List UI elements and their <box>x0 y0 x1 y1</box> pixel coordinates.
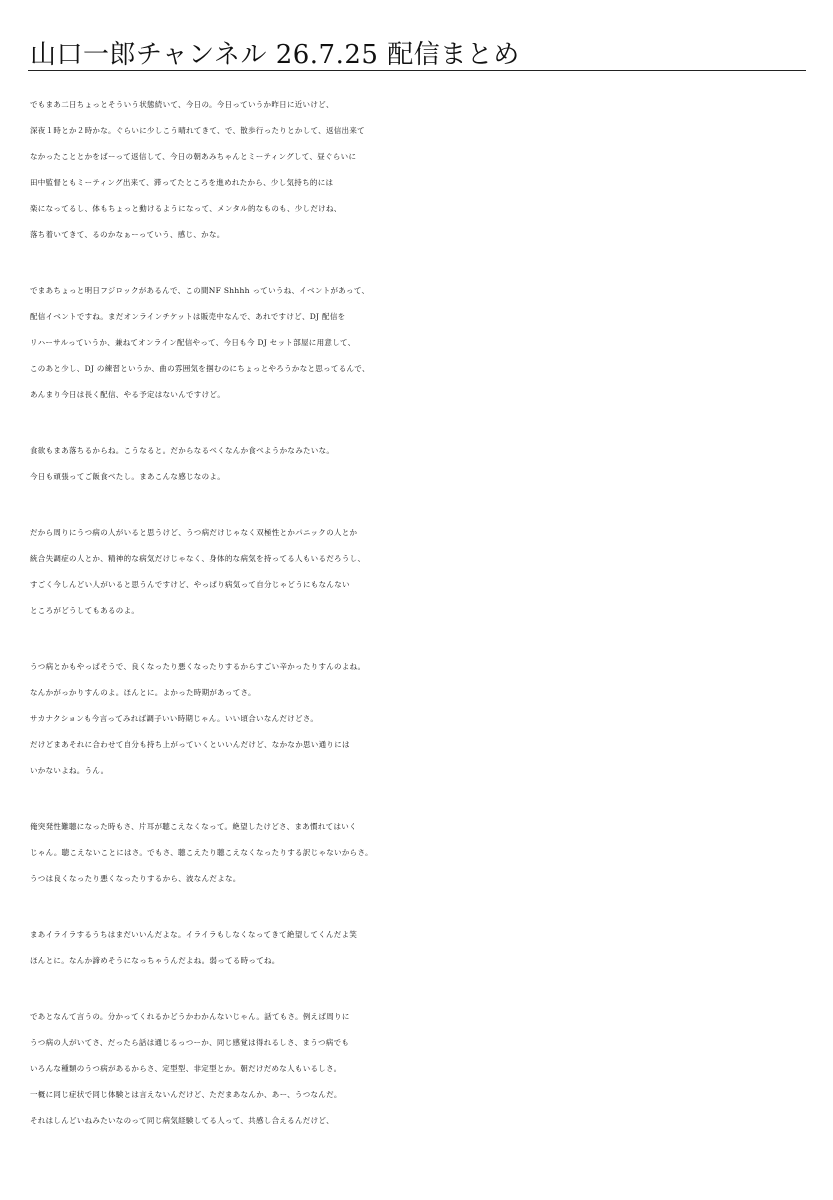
text-line: だけどまあそれに合わせて自分も持ち上がっていくといいんだけど、なかなか思い通りには <box>30 740 350 749</box>
document-title: 山口一郎チャンネル 26.7.25 配信まとめ <box>30 40 520 70</box>
text-line: 統合失調症の人とか、精神的な病気だけじゃなく、身体的な病気を持ってる人もいるだろうし、 <box>30 554 366 563</box>
paragraph <box>30 92 830 248</box>
paragraph <box>30 520 830 624</box>
text-line: いかないよね。うん。 <box>30 766 109 775</box>
text-line: リハーサルっていうか、兼ねてオンライン配信やって、今日も今 DJ セット部屋に用意して、 <box>30 338 356 347</box>
paragraph <box>30 1004 830 1134</box>
text-line: うつ病の人がいてさ、だったら話は通じるっつーか、同じ感覚は得れるしさ、まうつ病でも <box>30 1038 350 1047</box>
text-line: なんかがっかりすんのよ。ほんとに。よかった時期があってさ。 <box>30 688 256 697</box>
text-line: なかったこととかをばーって返信して、今日の朝あみちゃんとミーティングして、昼ぐらいに <box>30 152 357 161</box>
text-line: 俺突発性難聴になった時もさ、片耳が聴こえなくなって。絶望したけどさ、まあ慣れてはいく <box>30 822 357 831</box>
text-line: あんまり今日は長く配信、やる予定はないんですけど。 <box>30 390 225 399</box>
text-line: まあイライラするうちはまだいいんだよな。イライラもしなくなってきて絶望してくんだよ笑 <box>30 930 358 939</box>
text-line: でまあちょっと明日フジロックがあるんで、この間NF Shhhh っていうね、イベントがあって、 <box>30 286 370 295</box>
paragraph <box>30 438 830 490</box>
text-line: 田中監督ともミーティング出来て、滞ってたところを進めれたから、少し気持ち的には <box>30 178 334 187</box>
text-line: 楽になってるし、体もちょっと動けるようになって、メンタル的なものも、少しだけね、 <box>30 204 342 213</box>
text-line: うつは良くなったり悪くなったりするから、波なんだよな。 <box>30 874 241 883</box>
text-line: だから周りにうつ病の人がいると思うけど、うつ病だけじゃなく双極性とかパニックの人とか <box>30 528 358 537</box>
text-line: 配信イベントですね。まだオンラインチケットは販売中なんで、あれですけど、DJ 配信を <box>30 312 346 321</box>
text-line: 深夜１時とか２時かな。ぐらいに少しこう晴れてきて、で、散歩行ったりとかして、返信出来て <box>30 126 365 135</box>
text-line: それはしんどいねみたいなのって同じ病気経験してる人って、共感し合えるんだけど、 <box>30 1116 334 1125</box>
text-line: じゃん。聴こえないことにはさ。でもさ、聴こえたり聴こえなくなったりする訳じゃないからさ。 <box>30 848 373 857</box>
text-line: 今日も頑張ってご飯食べたし。まあこんな感じなのよ。 <box>30 472 225 481</box>
text-line: うつ病とかもやっぱそうで、良くなったり悪くなったりするからすごい辛かったりすんのよね。 <box>30 662 366 671</box>
text-line: ほんとに。なんか諦めそうになっちゃうんだよね。弱ってる時ってね。 <box>30 956 280 965</box>
text-line: いろんな種類のうつ病があるからさ、定型型、非定型とか。朝だけだめな人もいるしさ。 <box>30 1064 342 1073</box>
text-line: すごく今しんどい人がいると思うんですけど、やっぱり病気って自分じゃどうにもなんない <box>30 580 350 589</box>
paragraph <box>30 922 830 974</box>
text-line: 食欲もまあ落ちるからね。こうなると。だからなるべくなんか食べようかなみたいな。 <box>30 446 335 455</box>
title-underline <box>28 70 806 71</box>
text-line: このあと少し、DJ の練習というか、曲の雰囲気を掴むのにちょっとやろうかなと思ってるんで、 <box>30 364 370 373</box>
text-line: ところがどうしてもあるのよ。 <box>30 606 140 615</box>
text-line: 一概に同じ症状で同じ体験とは言えないんだけど、ただまあなんか、あー、うつなんだ。 <box>30 1090 342 1099</box>
document-body <box>30 92 830 1164</box>
text-line: であとなんて言うの。分かってくれるかどうかわかんないじゃん。話てもさ。例えば周りに <box>30 1012 350 1021</box>
paragraph <box>30 814 830 892</box>
text-line: でもまあ二日ちょっとそういう状態続いて、今日の。今日っていうか昨日に近いけど、 <box>30 100 334 109</box>
text-line: 落ち着いてきて、るのかなぁーっていう、感じ、かな。 <box>30 230 225 239</box>
paragraph <box>30 278 830 408</box>
paragraph <box>30 654 830 784</box>
text-line: サカナクションも今言ってみれば調子いい時期じゃん。いい頃合いなんだけどさ。 <box>30 714 319 723</box>
